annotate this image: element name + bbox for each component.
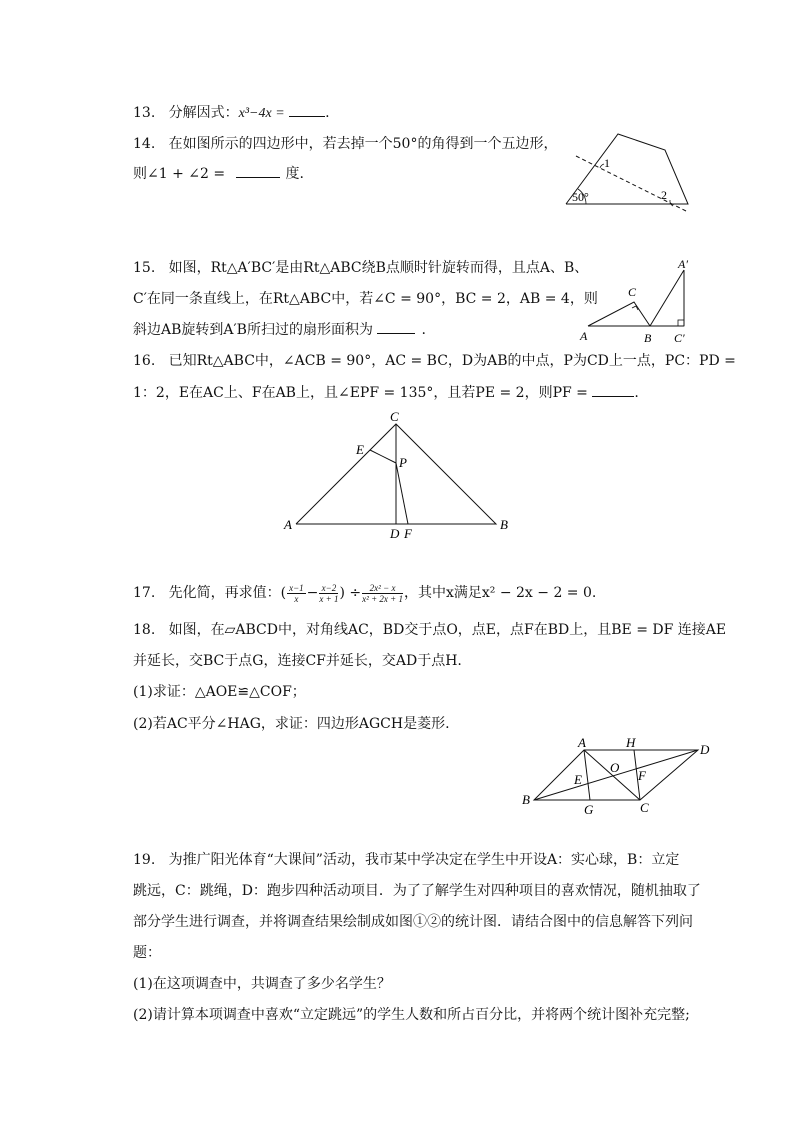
question-18-line1 [133,620,726,640]
q19-line5: (1)在这项调查中，共调查了多少名学生？ [133,976,391,992]
q18-number: 18. [133,622,156,638]
q15-number: 15. [133,260,156,276]
q14-line2b: 度. [285,166,304,182]
figure-15 [576,256,706,346]
fig18-O: O [610,760,620,775]
question-18-line2 [133,651,462,671]
q16-number: 16. [133,353,156,369]
q17-fraction-3 [362,583,403,604]
q19-number: 19. [133,852,156,868]
fig18-H: H [626,735,636,750]
q15-line3b: . [421,322,426,338]
question-14-line2 [133,164,304,184]
fig18-B: B [522,792,530,807]
question-17 [133,580,596,606]
question-19-line1 [133,850,679,870]
fig14-label2: 2 [661,188,667,202]
q17-minus: − [306,585,319,601]
question-16-line2 [133,383,639,403]
fig14-label1: 1 [604,156,610,170]
q19-line4: 题： [133,945,161,961]
q18-line1: 如图，在▱ABCD中，对角线AC，BD交于点O，点E，点F在BD上，且BE = DF 连接AE [168,622,727,638]
q15-line1: 如图，Rt△A′BC′是由Rt△ABC绕B点顺时针旋转而得，且点A、B、 [168,260,589,276]
q17-number: 17. [133,585,156,601]
q14-number: 14. [133,136,156,152]
q13-expr: x³−4x = [238,106,285,121]
fig16-E: E [356,442,364,457]
question-19-line3 [133,912,693,932]
q13-number: 13. [133,105,156,121]
q18-line3: (1)求证：△AOE≌△COF； [133,684,306,700]
fig18-C: C [640,800,649,815]
q14-line1: 在如图所示的四边形中，若去掉一个50°的角得到一个五边形， [168,136,558,152]
fig14-angle: 50° [572,190,589,204]
fig18-G: G [584,802,594,817]
fig18-F: F [638,768,646,783]
fig16-D: D [390,526,400,541]
fig15-C-prime: C′ [674,331,685,345]
q13-text: 分解因式： [168,105,239,121]
question-19-line2 [133,881,701,901]
q17-f3-num: 2x² − x [362,583,403,594]
q17-fraction-2 [319,583,338,604]
question-13 [133,103,330,124]
q13-blank [289,116,325,117]
question-19-line6 [133,1005,690,1025]
q17-f1-num: x−1 [289,582,304,593]
q18-line4: (2)若AC平分∠HAG，求证：四边形AGCH是菱形. [133,716,450,732]
q19-line3: 部分学生进行调查，并将调查结果绘制成如图①②的统计图．请结合图中的信息解答下列问 [133,914,693,930]
q17-f2-den: x + 1 [319,593,339,604]
question-15-line1 [133,258,588,278]
q16-line2a: 1：2，E在AC上、F在AB上，且∠EPF = 135°，且若PE = 2，则PF = [133,385,588,401]
q19-line1: 为推广阳光体育“大课间”活动，我市某中学决定在学生中开设A：实心球，B：立定 [168,852,680,868]
question-19-line4 [133,943,161,963]
q17-f2-num: x−2 [319,583,338,594]
question-14-line1 [133,134,557,154]
q16-line1: 已知Rt△ABC中，∠ACB = 90°，AC = BC，D为AB的中点，P为CD上一点，PC：PD = [168,353,736,369]
q17-fraction-1 [287,583,306,604]
question-16-line1 [133,351,736,371]
q15-line3a: 斜边AB旋转到A′B所扫过的扇形面积为 [133,322,373,338]
fig16-B: B [500,517,508,532]
fig15-A-prime: A′ [678,257,688,271]
figure-14 [560,128,700,218]
question-19-line5 [133,974,391,994]
fig15-A: A [580,329,588,343]
q14-line2a: 则∠1 + ∠2 = [133,166,226,182]
fig15-B: B [644,331,652,345]
q14-blank [236,177,280,178]
q17-div: ) ÷ [339,585,362,601]
q16-line2b: . [634,385,639,401]
fig16-F: F [404,526,412,541]
figure-18 [518,734,708,818]
q18-line2: 并延长，交BC于点G，连接CF并延长，交AD于点H. [133,653,462,669]
question-18-line4 [133,714,450,734]
fig16-C: C [390,409,399,424]
q17-f1-den: x [294,593,299,604]
fig18-A: A [578,735,586,750]
q13-end: . [325,105,330,121]
fig16-A: A [284,517,292,532]
fig16-P: P [399,455,407,470]
q17-lead: 先化简，再求值：( [168,585,287,601]
question-15-line3 [133,320,426,340]
fig15-C: C [628,285,637,299]
q19-line6: (2)请计算本项调查中喜欢“立定跳远”的学生人数和所占百分比，并将两个统计图补充完整; [133,1007,690,1023]
question-15-line2 [133,289,598,309]
q17-tail: ，其中x满足x² − 2x − 2 = 0. [403,585,597,601]
q16-blank [592,396,634,397]
figure-16 [282,408,512,542]
q19-line2: 跳远，C：跳绳，D：跑步四种活动项目．为了了解学生对四种项目的喜欢情况，随机抽取了 [133,883,701,899]
q17-f3-den: x² + 2x + 1 [362,593,403,604]
q15-blank [377,333,415,334]
q15-line2: C′在同一条直线上，在Rt△ABC中，若∠C = 90°，BC = 2，AB = 4，则 [133,291,598,307]
fig18-E: E [574,772,582,787]
question-18-line3 [133,682,306,702]
fig18-D: D [700,742,710,757]
